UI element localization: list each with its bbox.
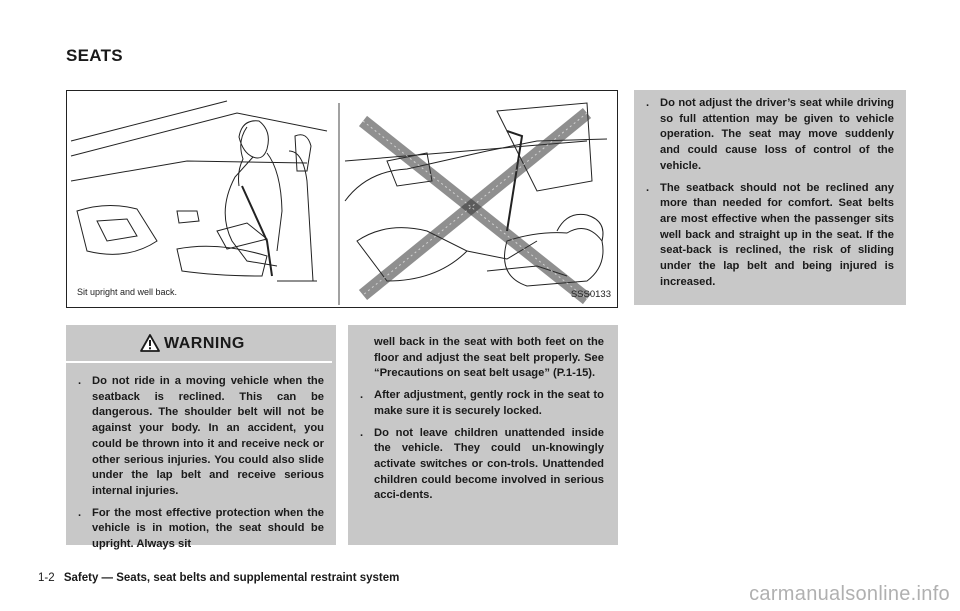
list-item [646,181,894,291]
column-gutter [336,325,348,545]
list-item-text: well back in the seat with both feet on the floor and adjust the seat belt properly. See “Precautions on seat belt usage” (P.1-15). [374,336,604,380]
list-item-continuation [360,335,604,382]
bullet-dot: . [78,506,82,519]
list-item [646,96,894,175]
list-item-text: The seatback should not be reclined any more than needed for comfort. Seat belts are most effective when the passenger sits well back and straight up in the seat. If the seat-back is reclined, the risk of sliding under the lap belt and being injured is increased. [660,181,894,288]
warning-title: WARNING [164,335,245,352]
chapter-title: Safety — Seats, seat belts and supplemental restraint system [63,572,400,584]
section-title: SEATS [66,46,123,65]
warning-list-right [360,335,604,510]
bullet-dot: . [360,389,364,402]
warning-header [66,325,332,363]
figure-caption: Sit upright and well back. [77,287,178,297]
list-item [78,374,324,500]
list-item [78,506,324,553]
list-item-text: After adjustment, gently rock in the seat to make sure it is securely locked. [374,389,604,417]
warning-list-left [78,374,324,559]
list-item [360,426,604,505]
page-footer [38,572,399,584]
side-warning-box [634,90,906,305]
seat-drawing [67,91,618,308]
bullet-dot: . [646,181,650,194]
warning-box [66,325,618,551]
figure-code: SSS0133 [570,289,611,300]
side-warning-list [646,96,894,296]
list-item-text: For the most effective protection when the vehicle is in motion, the seat should be upright. Always sit [92,506,324,551]
warning-triangle-icon [140,334,160,352]
bullet-dot: . [646,97,650,109]
page-number: 1-2 [38,572,55,584]
seat-illustration [66,90,618,308]
bullet-dot: . [360,426,364,439]
list-item [360,388,604,419]
list-item-text: Do not adjust the driver’s seat while driving so full attention may be given to vehicle operation. The seat may move suddenly and could cause loss of control of the vehicle. [660,97,894,172]
watermark: carmanualsonline.info [749,583,950,605]
list-item-text: Do not ride in a moving vehicle when the seatback is reclined. This can be dangerous. The shoulder belt will not be against your body. In an accident, you could be thrown into it and receive neck or other serious injuries. You could also slide under the lap belt and receive serious internal injuries. [92,375,324,497]
bullet-dot: . [78,375,82,387]
list-item-text: Do not leave children unattended inside the vehicle. They could un-knowingly activate switches or con-trols. Unattended children could become involved in serious acci-dents. [374,426,604,502]
